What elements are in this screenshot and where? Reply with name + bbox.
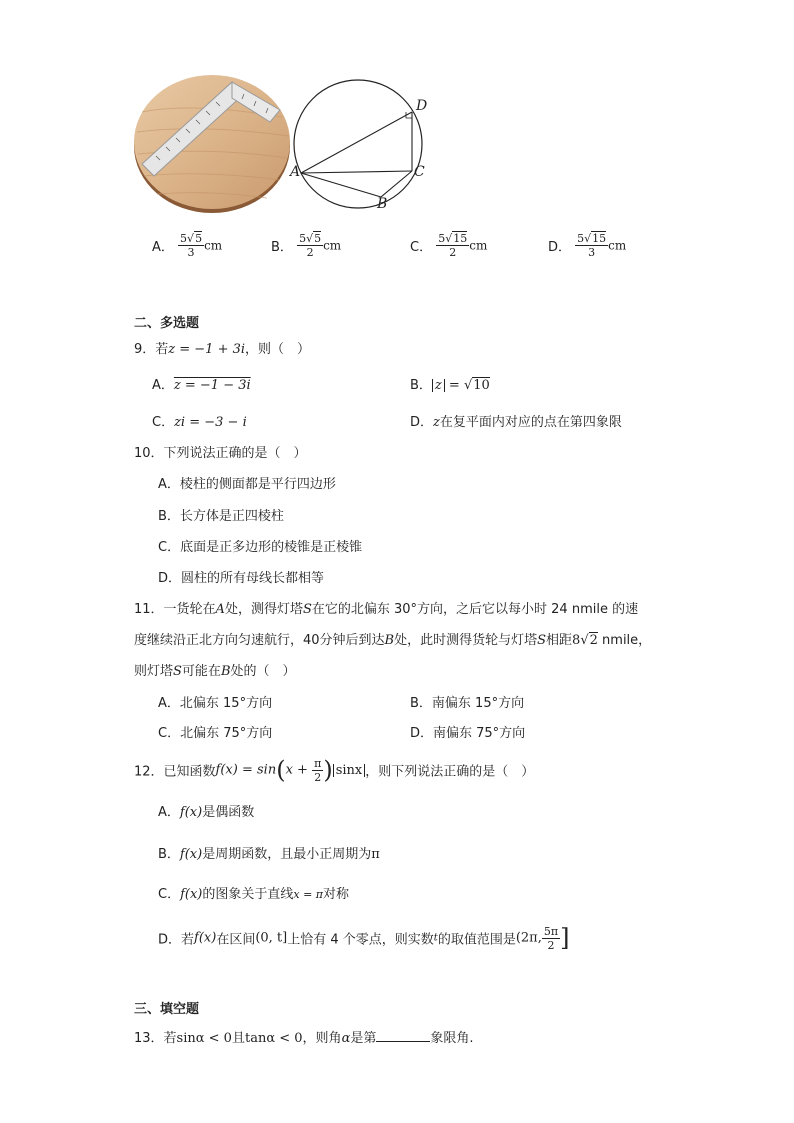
q9-option-b[interactable]: B． z = √10	[410, 378, 490, 393]
q11-stem-line1: 11．一货轮在A处，测得灯塔S在它的北偏东 30°方向，之后它以每小时 24 nmile 的速	[134, 602, 639, 617]
q12-option-a[interactable]: A．f(x)是偶函数	[158, 805, 255, 820]
figure-label-b: B	[377, 196, 388, 212]
q9-stem: 9．若z = −1 + 3i，则（ ）	[134, 342, 311, 357]
q13-stem: 13．若sinα < 0且tanα < 0，则角α是第 象限角.	[134, 1031, 474, 1046]
q11-stem-line2: 度继续沿正北方向匀速航行，40分钟后到达B处，此时测得货轮与灯塔S相距8√2 nmile，	[134, 633, 652, 648]
q10-stem: 10．下列说法正确的是（ ）	[134, 446, 307, 461]
fraction: $\frac{5\pi}{2}$	[543, 924, 559, 952]
q8-choice-d[interactable]: D． $\frac{5√15}{3}$ cm	[548, 232, 627, 259]
q12-stem: 12．已知函数f(x) = sin(x + $\frac{\pi}{2}$ ) sinx ，则下列说法正确的是（ ）	[134, 756, 535, 784]
q11-option-b[interactable]: B．南偏东 15°方向	[410, 696, 525, 711]
q11-option-a[interactable]: A．北偏东 15°方向	[158, 696, 273, 711]
section-title-multiple-choice: 二、多选题	[134, 316, 200, 331]
q12-option-d[interactable]: D．若f(x)在区间(0, t]上恰有 4 个零点，则实数t的取值范围是(2π, $\frac{5\pi}{2}$ ]	[158, 924, 570, 952]
section-title-fill-in: 三、填空题	[134, 1002, 200, 1017]
q11-stem-line3: 则灯塔S可能在B处的（ ）	[134, 664, 296, 679]
wood-board-photo	[132, 72, 292, 214]
fraction: $\frac{5√15}{3}$	[577, 232, 607, 259]
q10-option-a[interactable]: A．棱柱的侧面都是平行四边形	[158, 477, 336, 492]
q12-option-b[interactable]: B．f(x)是周期函数，且最小正周期为π	[158, 847, 380, 862]
q10-option-c[interactable]: C．底面是正多边形的棱锥是正棱锥	[158, 540, 363, 555]
q11-option-d[interactable]: D．南偏东 75°方向	[410, 726, 526, 741]
q9-option-d[interactable]: D．z在复平面内对应的点在第四象限	[410, 415, 622, 430]
fraction: $\frac{5√5}{2}$	[299, 232, 322, 259]
figure-label-d: D	[416, 98, 428, 114]
q10-option-b[interactable]: B．长方体是正四棱柱	[158, 509, 284, 524]
q9-option-a[interactable]: A．z = −1 − 3i	[152, 378, 251, 393]
q8-choice-a[interactable]: A． $\frac{5√5}{3}$ cm	[152, 232, 223, 259]
q12-option-c[interactable]: C．f(x)的图象关于直线x = π对称	[158, 887, 350, 902]
q8-choice-b[interactable]: B． $\frac{5√5}{2}$ cm	[271, 232, 342, 259]
answer-blank[interactable]	[376, 1029, 430, 1042]
fraction: $\frac{5√15}{2}$	[438, 232, 468, 259]
q10-option-d[interactable]: D．圆柱的所有母线长都相等	[158, 571, 325, 586]
figure-label-c: C	[414, 164, 425, 180]
q9-option-c[interactable]: C．zi = −3 − i	[152, 415, 247, 430]
fraction: $\frac{\pi}{2}$	[314, 756, 322, 784]
fraction: $\frac{5√5}{3}$	[180, 232, 203, 259]
circle-geometry-figure	[288, 70, 438, 220]
figure-label-a: A	[290, 164, 301, 180]
q8-choice-c[interactable]: C． $\frac{5√15}{2}$ cm	[410, 232, 488, 259]
q11-option-c[interactable]: C．北偏东 75°方向	[158, 726, 273, 741]
